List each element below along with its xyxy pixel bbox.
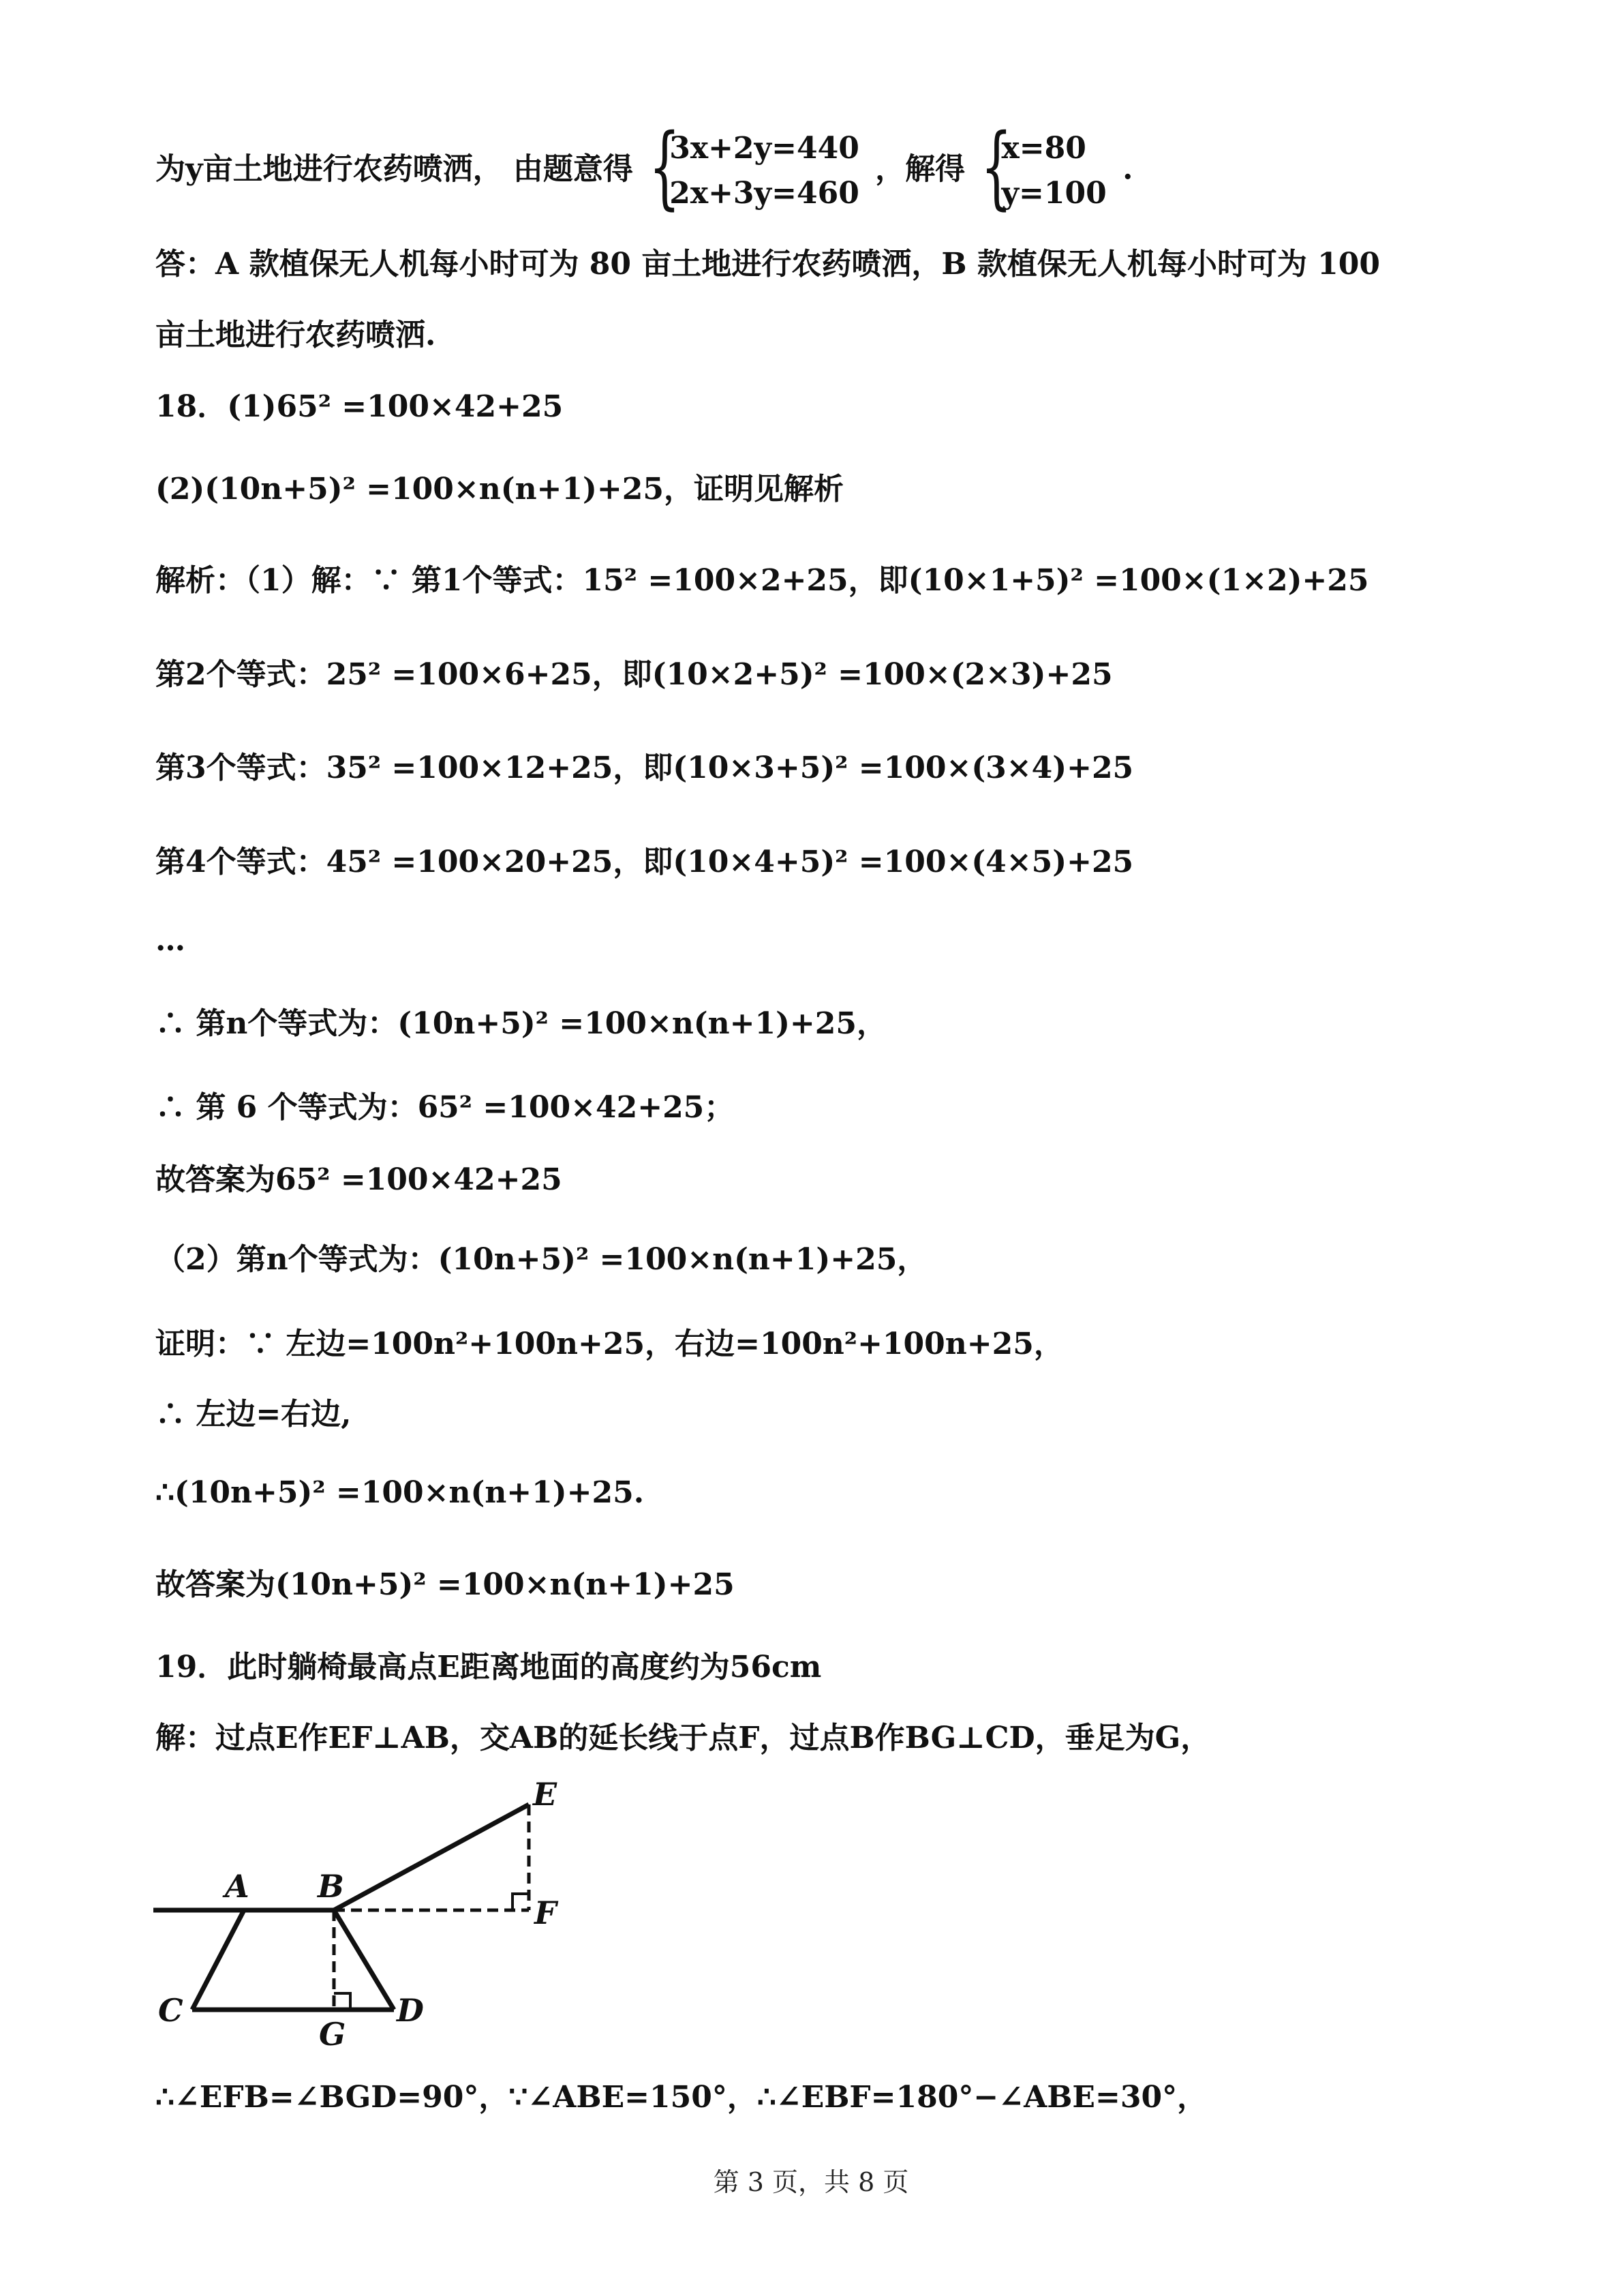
equation-1: 3x+2y=440	[669, 131, 859, 166]
ellipsis: …	[155, 923, 185, 958]
conclusion: ∴(10n+5)² =100×n(n+1)+25.	[155, 1475, 645, 1510]
label-G: G	[319, 2016, 346, 2053]
segment-BD	[334, 1910, 394, 2010]
q18-part2-answer: (2)(10n+5)² =100×n(n+1)+25，证明见解析	[155, 472, 844, 507]
equation-line-2: 第2个等式：25² =100×6+25，即(10×2+5)² =100×(2×3)+25	[155, 657, 1113, 692]
equation-line-4: 第4个等式：45² =100×20+25，即(10×4+5)² =100×(4×5)+25	[155, 845, 1134, 879]
part2-statement: （2）第n个等式为：(10n+5)² =100×n(n+1)+25，	[155, 1242, 928, 1277]
q19-solution: 解：过点E作EF⊥AB，交AB的延长线于点F，过点B作BG⊥CD，垂足为G，	[155, 1721, 1211, 1755]
label-D: D	[397, 1992, 424, 2029]
nth-equation: ∴ 第n个等式为：(10n+5)² =100×n(n+1)+25，	[155, 1006, 887, 1041]
label-C: C	[158, 1992, 183, 2029]
sixth-equation: ∴ 第 6 个等式为：65² =100×42+25；	[155, 1090, 735, 1125]
label-B: B	[318, 1868, 344, 1905]
answer17-line2: 亩土地进行农药喷洒.	[155, 318, 436, 352]
page-footer: 第 3 页，共 8 页	[713, 2167, 909, 2197]
left-equals-right: ∴ 左边=右边,	[155, 1397, 352, 1432]
label-F: F	[534, 1894, 557, 1931]
solve-text: ，解得	[875, 151, 966, 187]
line-prefix: 为y亩土地进行农药喷洒， 由题意得	[155, 151, 633, 187]
solution-1: x=80	[1001, 131, 1086, 166]
left-brace-icon: {	[649, 115, 681, 220]
proof-line: 证明：∵ 左边=100n²+100n+25，右边=100n²+100n+25，	[155, 1327, 1064, 1361]
equation-line-3: 第3个等式：35² =100×12+25，即(10×3+5)² =100×(3×4)+25	[155, 751, 1134, 785]
answer-part1: 故答案为65² =100×42+25	[155, 1162, 562, 1197]
label-A: A	[225, 1868, 249, 1905]
equation-2: 2x+3y=460	[669, 176, 859, 211]
line-end: .	[1122, 151, 1133, 187]
q19-answer: 19．此时躺椅最高点E距离地面的高度约为56cm	[155, 1650, 822, 1685]
right-angle-G-icon	[334, 1993, 350, 2010]
left-brace-icon: {	[981, 115, 1013, 220]
solution-2: y=100	[1001, 176, 1107, 211]
answer-part2: 故答案为(10n+5)² =100×n(n+1)+25	[155, 1567, 735, 1602]
answer17-line1: 答：A 款植保无人机每小时可为 80 亩土地进行农药喷洒，B 款植保无人机每小时可为 100	[155, 247, 1380, 282]
segment-AC	[192, 1910, 244, 2010]
analysis-line-1: 解析：（1）解：∵ 第1个等式：15² =100×2+25，即(10×1+5)² =100×(1×2)+25	[155, 563, 1369, 598]
angle-line: ∴∠EFB=∠BGD=90°，∵∠ABE=150°，∴∠EBF=180°−∠ABE=30°，	[155, 2080, 1208, 2115]
segment-BE	[334, 1804, 529, 1910]
right-angle-F-icon	[512, 1894, 529, 1910]
q18-part1-answer: 18．(1)65² =100×42+25	[155, 389, 564, 424]
label-E: E	[533, 1776, 557, 1813]
